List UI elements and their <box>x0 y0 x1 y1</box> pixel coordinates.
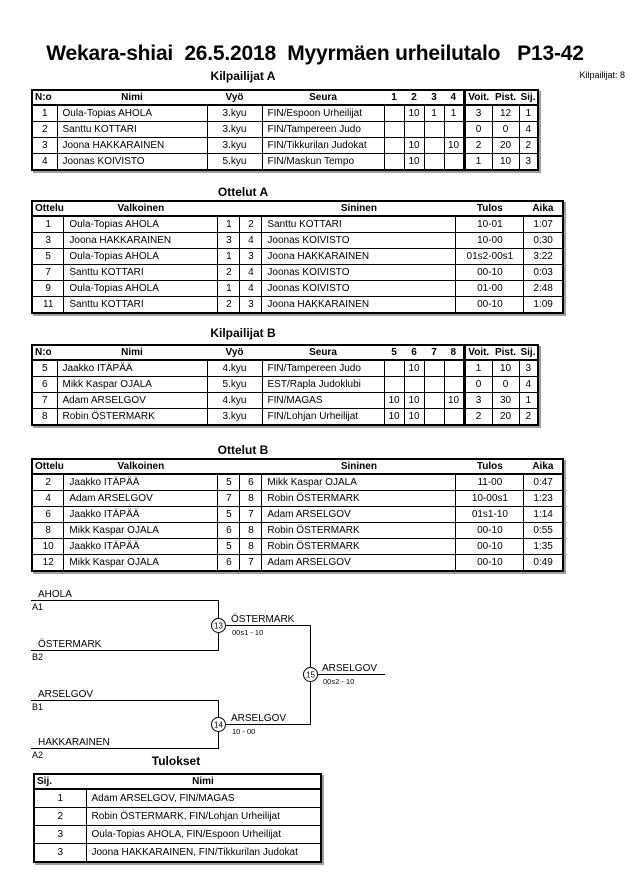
match-no-cell: 6 <box>32 507 64 523</box>
white-name-cell: Adam ARSELGOV <box>64 491 218 507</box>
match-no-cell: 2 <box>32 474 64 491</box>
place-cell: 4 <box>519 377 538 393</box>
table-row <box>34 789 321 808</box>
table-row <box>32 122 538 138</box>
bracket-entry-seed: A2 <box>32 750 44 760</box>
score-cell: 10 <box>384 393 404 409</box>
bracket-winner-name: ÖSTERMARK <box>231 614 295 625</box>
score-cell: 10 <box>404 105 424 122</box>
col-name: Nimi <box>86 774 321 789</box>
name-cell: Mikk Kaspar OJALA <box>57 377 207 393</box>
place-cell: 2 <box>519 138 538 154</box>
blue-name-cell: Mikk Kaspar OJALA <box>262 474 456 491</box>
col-white: Valkoinen <box>64 459 218 474</box>
points-cell: 0 <box>492 122 519 138</box>
score-cell <box>444 122 464 138</box>
col-blue: Sininen <box>262 201 456 216</box>
result-cell: 01s2-00s1 <box>456 249 524 265</box>
score-cell <box>444 377 464 393</box>
club-cell: FIN/Espoon Urheilijat <box>262 105 384 122</box>
belt-cell: 3.kyu <box>207 122 262 138</box>
table-row <box>34 826 321 844</box>
score-cell <box>424 360 444 377</box>
matches-a-heading: Ottelut A <box>217 185 269 199</box>
table-row <box>32 491 563 507</box>
place-cell: 2 <box>34 808 86 826</box>
score-cell <box>384 138 404 154</box>
pool-a-heading: Kilpailijat A <box>210 69 276 83</box>
result-cell: 00-10 <box>456 555 524 572</box>
white-no-cell: 1 <box>218 281 240 297</box>
white-name-cell: Oula-Topias AHOLA <box>64 249 218 265</box>
place-cell: 3 <box>34 844 86 863</box>
col-wins: Voit. <box>464 90 492 105</box>
belt-cell: 3.kyu <box>207 138 262 154</box>
col-opp7: 7 <box>424 345 444 360</box>
blue-no-cell: 7 <box>240 507 262 523</box>
score-cell: 10 <box>404 409 424 426</box>
bracket-entry-name: ARSELGOV <box>38 689 94 700</box>
blue-no-cell: 4 <box>240 265 262 281</box>
col-opp8: 8 <box>444 345 464 360</box>
col-opp3: 3 <box>424 90 444 105</box>
place-cell: 3 <box>34 826 86 844</box>
table-row <box>32 297 563 314</box>
table-row <box>32 523 563 539</box>
score-cell: 10 <box>444 138 464 154</box>
time-cell: 2:48 <box>524 281 563 297</box>
name-cell: Robin ÖSTERMARK, FIN/Lohjan Urheilijat <box>86 808 321 826</box>
col-place: Sij. <box>34 774 86 789</box>
table-row <box>32 281 563 297</box>
score-cell: 10 <box>384 409 404 426</box>
col-belt: Vyö <box>207 90 262 105</box>
result-cell: 00-10 <box>456 523 524 539</box>
name-cell: Robin ÖSTERMARK <box>57 409 207 426</box>
club-cell: EST/Rapla Judoklubi <box>262 377 384 393</box>
match-number: 14 <box>214 720 223 730</box>
place-cell: 3 <box>519 154 538 171</box>
score-cell: 1 <box>424 105 444 122</box>
col-white: Valkoinen <box>64 201 218 216</box>
col-time: Aika <box>524 201 563 216</box>
page-title: Wekara-shiai 26.5.2018 Myyrmäen urheilutalo P13-42 <box>46 42 584 65</box>
white-name-cell: Jaakko ITÄPÄÄ <box>64 474 218 491</box>
col-wins: Voit. <box>464 345 492 360</box>
results-table <box>33 773 322 863</box>
col-points: Pist. <box>492 90 519 105</box>
blue-name-cell: Adam ARSELGOV <box>262 555 456 572</box>
col-place: Sij. <box>519 345 538 360</box>
belt-cell: 4.kyu <box>207 360 262 377</box>
white-name-cell: Jaakko ITÄPÄÄ <box>64 507 218 523</box>
club-cell: FIN/Tampereen Judo <box>262 360 384 377</box>
score-cell <box>424 154 444 171</box>
match-no-cell: 1 <box>32 216 64 233</box>
col-blue-no <box>240 201 262 216</box>
belt-cell: 4.kyu <box>207 393 262 409</box>
name-cell: Santtu KOTTARI <box>57 122 207 138</box>
place-cell: 1 <box>34 789 86 808</box>
col-opp4: 4 <box>444 90 464 105</box>
white-no-cell: 2 <box>218 297 240 314</box>
score-cell: 10 <box>404 154 424 171</box>
blue-no-cell: 8 <box>240 491 262 507</box>
white-name-cell: Oula-Topias AHOLA <box>64 281 218 297</box>
time-cell: 0:49 <box>524 555 563 572</box>
col-opp6: 6 <box>404 345 424 360</box>
table-row <box>32 393 538 409</box>
no-cell: 3 <box>32 138 57 154</box>
pool-a-table <box>31 89 539 171</box>
points-cell: 20 <box>492 409 519 426</box>
match-no-cell: 11 <box>32 297 64 314</box>
match-no-cell: 8 <box>32 523 64 539</box>
white-no-cell: 7 <box>218 491 240 507</box>
score-cell <box>444 360 464 377</box>
results-heading: Tulokset <box>151 754 201 768</box>
table-row <box>32 409 538 426</box>
bracket-winner-name: ARSELGOV <box>231 713 287 724</box>
result-cell: 00-10 <box>456 297 524 314</box>
blue-name-cell: Joona HAKKARAINEN <box>262 249 456 265</box>
col-opp5: 5 <box>384 345 404 360</box>
col-result: Tulos <box>456 459 524 474</box>
wins-cell: 3 <box>464 393 492 409</box>
pool-b-table <box>31 344 539 426</box>
col-match-no: Ottelu <box>32 459 64 474</box>
col-blue: Sininen <box>262 459 456 474</box>
score-cell: 1 <box>444 105 464 122</box>
white-no-cell: 5 <box>218 507 240 523</box>
match-number: 15 <box>306 670 315 680</box>
col-no: N:o <box>32 90 57 105</box>
score-cell: 10 <box>444 393 464 409</box>
result-cell: 10-00 <box>456 233 524 249</box>
white-no-cell: 6 <box>218 523 240 539</box>
col-blue-no <box>240 459 262 474</box>
points-cell: 30 <box>492 393 519 409</box>
time-cell: 1:09 <box>524 297 563 314</box>
table-row <box>32 474 563 491</box>
time-cell: 0:55 <box>524 523 563 539</box>
results-header-row <box>34 774 321 789</box>
blue-name-cell: Adam ARSELGOV <box>262 507 456 523</box>
white-no-cell: 5 <box>218 539 240 555</box>
no-cell: 1 <box>32 105 57 122</box>
no-cell: 2 <box>32 122 57 138</box>
match-no-cell: 9 <box>32 281 64 297</box>
col-name: Nimi <box>57 90 207 105</box>
white-no-cell: 1 <box>218 249 240 265</box>
score-cell: 10 <box>404 360 424 377</box>
score-cell <box>384 154 404 171</box>
blue-no-cell: 2 <box>240 216 262 233</box>
matches-b-table <box>31 458 564 572</box>
col-white-no <box>218 201 240 216</box>
place-cell: 3 <box>519 360 538 377</box>
white-name-cell: Jaakko ITÄPÄÄ <box>64 539 218 555</box>
score-cell <box>384 105 404 122</box>
matches-a-table <box>31 200 564 314</box>
score-cell: 10 <box>404 138 424 154</box>
bracket-match-score: 00s2 - 10 <box>323 677 355 686</box>
score-cell <box>384 360 404 377</box>
result-cell: 01s1-10 <box>456 507 524 523</box>
time-cell: 0:03 <box>524 265 563 281</box>
blue-no-cell: 3 <box>240 249 262 265</box>
table-row <box>32 249 563 265</box>
belt-cell: 3.kyu <box>207 409 262 426</box>
score-cell <box>424 409 444 426</box>
table-row <box>32 105 538 122</box>
blue-name-cell: Robin ÖSTERMARK <box>262 539 456 555</box>
match-no-cell: 4 <box>32 491 64 507</box>
white-no-cell: 5 <box>218 474 240 491</box>
name-cell: Adam ARSELGOV <box>57 393 207 409</box>
white-name-cell: Joona HAKKARAINEN <box>64 233 218 249</box>
table-row <box>34 844 321 863</box>
blue-name-cell: Joonas KOIVISTO <box>262 281 456 297</box>
table-row <box>34 808 321 826</box>
col-result: Tulos <box>456 201 524 216</box>
club-cell: FIN/MAGAS <box>262 393 384 409</box>
score-cell <box>444 154 464 171</box>
points-cell: 0 <box>492 377 519 393</box>
bracket-winner-name: ARSELGOV <box>322 663 378 674</box>
blue-no-cell: 7 <box>240 555 262 572</box>
name-cell: Joonas KOIVISTO <box>57 154 207 171</box>
name-cell: Joona HAKKARAINEN, FIN/Tikkurilan Judokat <box>86 844 321 863</box>
result-cell: 10-01 <box>456 216 524 233</box>
result-cell: 00-10 <box>456 265 524 281</box>
club-cell: FIN/Lohjan Urheilijat <box>262 409 384 426</box>
points-cell: 10 <box>492 360 519 377</box>
time-cell: 1:35 <box>524 539 563 555</box>
match-number: 13 <box>214 621 223 631</box>
place-cell: 1 <box>519 105 538 122</box>
name-cell: Jaakko ITÄPÄÄ <box>57 360 207 377</box>
bracket-entry-seed: A1 <box>32 602 44 612</box>
blue-no-cell: 3 <box>240 297 262 314</box>
pool-b-header-row <box>32 345 538 360</box>
col-club: Seura <box>262 345 384 360</box>
col-club: Seura <box>262 90 384 105</box>
score-cell <box>444 409 464 426</box>
no-cell: 7 <box>32 393 57 409</box>
club-cell: FIN/Tampereen Judo <box>262 122 384 138</box>
col-opp2: 2 <box>404 90 424 105</box>
table-row <box>32 138 538 154</box>
white-no-cell: 3 <box>218 233 240 249</box>
table-row <box>32 555 563 572</box>
wins-cell: 1 <box>464 360 492 377</box>
result-cell: 00-10 <box>456 539 524 555</box>
club-cell: FIN/Tikkurilan Judokat <box>262 138 384 154</box>
time-cell: 1:23 <box>524 491 563 507</box>
wins-cell: 0 <box>464 122 492 138</box>
blue-no-cell: 6 <box>240 474 262 491</box>
col-white-no <box>218 459 240 474</box>
pool-b-heading: Kilpailijat B <box>210 326 276 340</box>
score-cell <box>424 138 444 154</box>
table-row <box>32 360 538 377</box>
no-cell: 8 <box>32 409 57 426</box>
score-cell <box>404 377 424 393</box>
score-cell <box>424 377 444 393</box>
time-cell: 0:47 <box>524 474 563 491</box>
no-cell: 5 <box>32 360 57 377</box>
col-points: Pist. <box>492 345 519 360</box>
time-cell: 3:22 <box>524 249 563 265</box>
table-row <box>32 539 563 555</box>
name-cell: Oula-Topias AHOLA, FIN/Espoon Urheilijat <box>86 826 321 844</box>
white-no-cell: 1 <box>218 216 240 233</box>
match-no-cell: 10 <box>32 539 64 555</box>
col-place: Sij. <box>519 90 538 105</box>
col-name: Nimi <box>57 345 207 360</box>
name-cell: Adam ARSELGOV, FIN/MAGAS <box>86 789 321 808</box>
blue-name-cell: Joonas KOIVISTO <box>262 265 456 281</box>
wins-cell: 3 <box>464 105 492 122</box>
wins-cell: 2 <box>464 138 492 154</box>
bracket-match-score: 10 - 00 <box>232 727 256 736</box>
table-row <box>32 216 563 233</box>
wins-cell: 2 <box>464 409 492 426</box>
belt-cell: 5.kyu <box>207 377 262 393</box>
place-cell: 1 <box>519 393 538 409</box>
match-no-cell: 7 <box>32 265 64 281</box>
blue-no-cell: 4 <box>240 233 262 249</box>
name-cell: Oula-Topias AHOLA <box>57 105 207 122</box>
medal-bracket <box>0 583 630 763</box>
white-name-cell: Santtu KOTTARI <box>64 265 218 281</box>
name-cell: Joona HAKKARAINEN <box>57 138 207 154</box>
pool-a-header-row <box>32 90 538 105</box>
score-cell <box>404 122 424 138</box>
score-cell <box>384 377 404 393</box>
score-cell <box>384 122 404 138</box>
competitor-count: Kilpailijat: 8 <box>579 70 625 80</box>
score-cell: 10 <box>404 393 424 409</box>
points-cell: 20 <box>492 138 519 154</box>
matches-a-header-row <box>32 201 563 216</box>
no-cell: 4 <box>32 154 57 171</box>
result-cell: 01-00 <box>456 281 524 297</box>
col-time: Aika <box>524 459 563 474</box>
matches-b-heading: Ottelut B <box>217 443 269 457</box>
belt-cell: 3.kyu <box>207 105 262 122</box>
match-no-cell: 5 <box>32 249 64 265</box>
bracket-entry-name: AHOLA <box>38 589 72 600</box>
col-belt: Vyö <box>207 345 262 360</box>
blue-name-cell: Joonas KOIVISTO <box>262 233 456 249</box>
white-name-cell: Santtu KOTTARI <box>64 297 218 314</box>
no-cell: 6 <box>32 377 57 393</box>
place-cell: 4 <box>519 122 538 138</box>
table-row <box>32 507 563 523</box>
match-no-cell: 3 <box>32 233 64 249</box>
points-cell: 12 <box>492 105 519 122</box>
table-row <box>32 154 538 171</box>
result-cell: 10-00s1 <box>456 491 524 507</box>
blue-no-cell: 4 <box>240 281 262 297</box>
bracket-entry-seed: B1 <box>32 702 44 712</box>
wins-cell: 0 <box>464 377 492 393</box>
points-cell: 10 <box>492 154 519 171</box>
matches-b-header-row <box>32 459 563 474</box>
belt-cell: 5.kyu <box>207 154 262 171</box>
bracket-entry-name: ÖSTERMARK <box>38 639 102 650</box>
time-cell: 0:30 <box>524 233 563 249</box>
bracket-entry-name: HAKKARAINEN <box>38 737 110 748</box>
score-cell <box>424 122 444 138</box>
table-row <box>32 377 538 393</box>
time-cell: 1:07 <box>524 216 563 233</box>
bracket-entry-seed: B2 <box>32 652 44 662</box>
col-no: N:o <box>32 345 57 360</box>
blue-name-cell: Santtu KOTTARI <box>262 216 456 233</box>
result-cell: 11-00 <box>456 474 524 491</box>
white-no-cell: 6 <box>218 555 240 572</box>
match-no-cell: 12 <box>32 555 64 572</box>
blue-name-cell: Joona HAKKARAINEN <box>262 297 456 314</box>
club-cell: FIN/Maskun Tempo <box>262 154 384 171</box>
table-row <box>32 265 563 281</box>
score-cell <box>424 393 444 409</box>
blue-name-cell: Robin ÖSTERMARK <box>262 523 456 539</box>
blue-no-cell: 8 <box>240 539 262 555</box>
col-opp1: 1 <box>384 90 404 105</box>
table-row <box>32 233 563 249</box>
time-cell: 1:14 <box>524 507 563 523</box>
col-match-no: Ottelu <box>32 201 64 216</box>
bracket-match-score: 00s1 - 10 <box>232 628 264 637</box>
white-name-cell: Mikk Kaspar OJALA <box>64 555 218 572</box>
white-name-cell: Mikk Kaspar OJALA <box>64 523 218 539</box>
place-cell: 2 <box>519 409 538 426</box>
wins-cell: 1 <box>464 154 492 171</box>
white-no-cell: 2 <box>218 265 240 281</box>
white-name-cell: Oula-Topias AHOLA <box>64 216 218 233</box>
blue-name-cell: Robin ÖSTERMARK <box>262 491 456 507</box>
blue-no-cell: 8 <box>240 523 262 539</box>
